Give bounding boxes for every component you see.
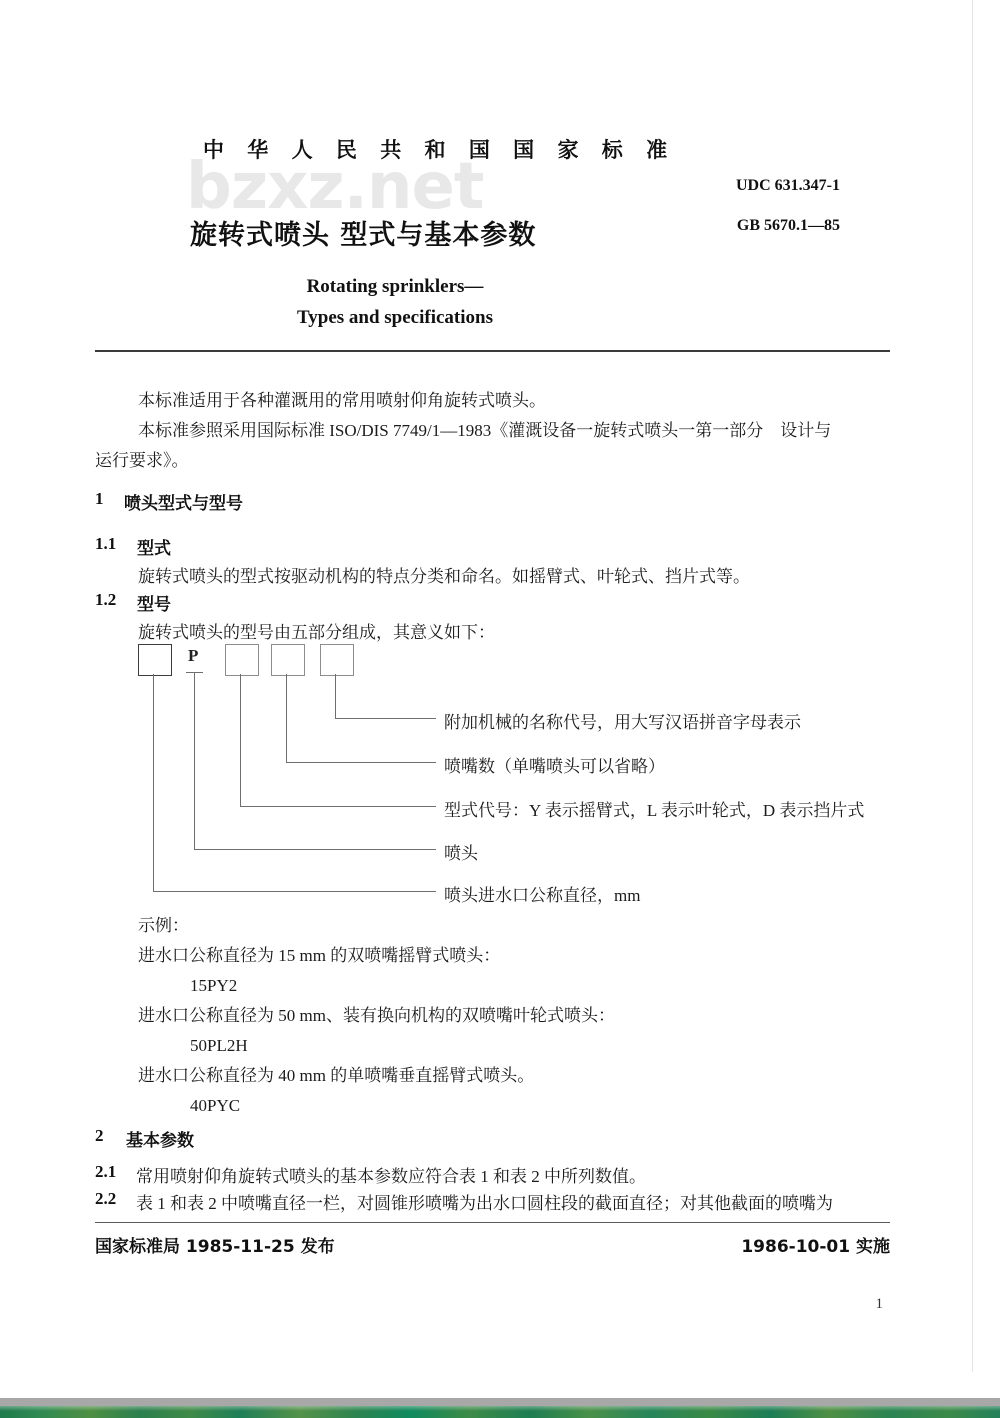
diagram-leader-v-4 — [194, 672, 195, 850]
diagram-label-1: 附加机械的名称代号，用大写汉语拼音字母表示 — [444, 713, 801, 732]
udc-number: UDC 631.347-1 — [736, 177, 840, 194]
diagram-leader-h-3 — [240, 806, 436, 807]
diagram-letter-p: P — [188, 646, 199, 665]
page-title-english-line2: Types and specifications — [296, 307, 493, 328]
diagram-label-2: 喷嘴数（单嘴喷头可以省略） — [444, 757, 665, 776]
example-3-code: 40PYC — [190, 1096, 241, 1115]
diagram-box-type-code — [225, 644, 259, 676]
section-2-2-text: 表 1 和表 2 中喷嘴直径一栏，对圆锥形喷嘴为出水口圆柱段的截面直径；对其他截面的喷嘴为 — [136, 1194, 833, 1213]
intro-line-2: 本标准参照采用国际标准 ISO/DIS 7749/1—1983《灌溉设备一旋转式喷头一第一部分 设计与 — [138, 421, 832, 440]
watermark-bzxz: bzxz.net — [186, 150, 484, 224]
section-1-1-number: 1.1 — [95, 534, 117, 553]
diagram-leader-v-1 — [335, 674, 336, 719]
page-title-english-line1: Rotating sprinklers— — [306, 276, 484, 297]
scan-artifact-green-strip — [0, 1406, 1000, 1418]
page-title-chinese: 旋转式喷头 型式与基本参数 — [190, 220, 537, 251]
diagram-box-extra-machine — [320, 644, 354, 676]
gb-standard-number: GB 5670.1—85 — [736, 217, 840, 234]
intro-line-3: 运行要求》。 — [95, 451, 189, 470]
page-edge-line — [972, 0, 973, 1372]
section-2-number: 2 — [95, 1126, 104, 1145]
section-1-number: 1 — [95, 489, 104, 508]
scan-artifact-gray-bar — [0, 1398, 1000, 1406]
section-1-heading: 喷头型式与型号 — [124, 494, 243, 514]
section-1-2-number: 1.2 — [95, 590, 117, 609]
diagram-leader-h-4 — [194, 849, 436, 850]
examples-heading: 示例： — [138, 916, 189, 935]
diagram-leader-h-5 — [153, 891, 436, 892]
section-2-1-text: 常用喷射仰角旋转式喷头的基本参数应符合表 1 和表 2 中所列数值。 — [136, 1167, 646, 1186]
section-1-1-heading: 型式 — [137, 539, 171, 559]
section-2-1-number: 2.1 — [95, 1162, 117, 1181]
diagram-label-4: 喷头 — [444, 844, 478, 863]
section-2-heading: 基本参数 — [126, 1131, 194, 1151]
diagram-leader-h-2 — [286, 762, 436, 763]
header-divider-rule — [95, 350, 890, 352]
standard-organization-heading: 中 华 人 民 共 和 国 国 家 标 准 — [203, 138, 676, 162]
example-3-description: 进水口公称直径为 40 mm 的单喷嘴垂直摇臂式喷头。 — [138, 1066, 535, 1085]
section-1-2-heading: 型号 — [137, 595, 171, 615]
section-2-2-number: 2.2 — [95, 1189, 117, 1208]
footer-effective-date: 1986-10-01 实施 — [741, 1237, 890, 1257]
example-2-code: 50PL2H — [190, 1036, 248, 1055]
footer-issued-date: 国家标准局 1985-11-25 发布 — [95, 1237, 335, 1257]
section-1-1-body: 旋转式喷头的型式按驱动机构的特点分类和命名。如摇臂式、叶轮式、挡片式等。 — [138, 567, 750, 586]
diagram-leader-v-5 — [153, 674, 154, 892]
example-1-description: 进水口公称直径为 15 mm 的双喷嘴摇臂式喷头： — [138, 946, 501, 965]
diagram-leader-v-2 — [286, 674, 287, 763]
footer-divider-rule — [95, 1222, 890, 1223]
example-1-code: 15PY2 — [190, 976, 238, 995]
diagram-leader-v-3 — [240, 674, 241, 807]
diagram-box-diameter — [138, 644, 172, 676]
diagram-label-5: 喷头进水口公称直径，mm — [444, 886, 641, 905]
example-2-description: 进水口公称直径为 50 mm、装有换向机构的双喷嘴叶轮式喷头： — [138, 1006, 615, 1025]
diagram-leader-h-1 — [335, 718, 436, 719]
section-1-2-body: 旋转式喷头的型号由五部分组成，其意义如下： — [138, 623, 495, 642]
diagram-box-nozzle-count — [271, 644, 305, 676]
diagram-label-3: 型式代号：Y 表示摇臂式，L 表示叶轮式，D 表示挡片式 — [444, 801, 865, 820]
intro-line-1: 本标准适用于各种灌溉用的常用喷射仰角旋转式喷头。 — [138, 391, 546, 410]
page-number: 1 — [875, 1296, 883, 1312]
